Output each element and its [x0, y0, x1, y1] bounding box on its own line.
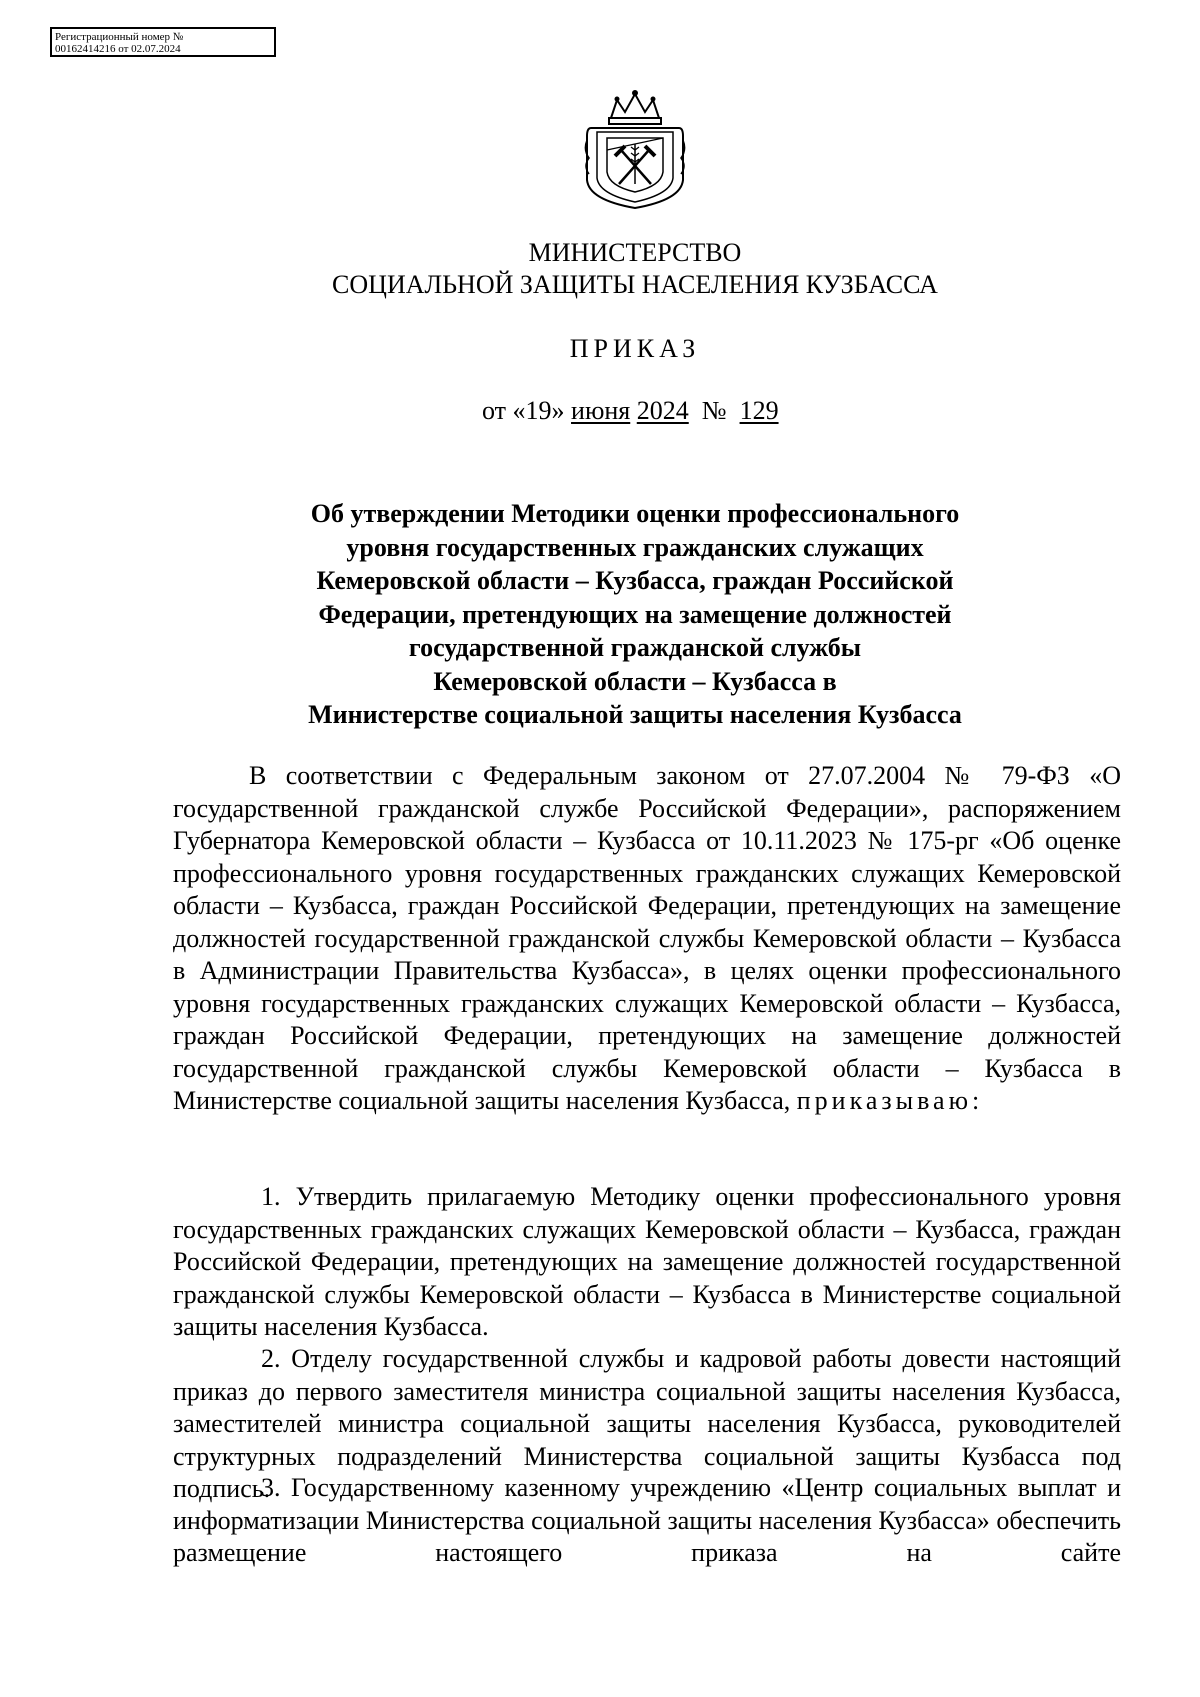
title-line: уровня государственных гражданских служащих — [346, 532, 924, 562]
preamble-paragraph — [173, 760, 1121, 1118]
title-line: государственной гражданской службы — [408, 633, 862, 662]
title-line: Федерации, претендующих на замещение должностей — [318, 599, 952, 629]
order-number-sign: № — [701, 396, 727, 425]
item-3-paragraph — [173, 1472, 1121, 1570]
registration-line-1: Регистрационный номер № — [55, 31, 184, 43]
ministry-name-line-2: СОЦИАЛЬНОЙ ЗАЩИТЫ НАСЕЛЕНИЯ КУЗБАССА — [332, 270, 938, 299]
order-number: 129 — [739, 396, 779, 425]
order-date-line — [482, 396, 779, 426]
order-date-year: 2024 — [636, 396, 689, 425]
order-word: приказываю: — [796, 1086, 984, 1115]
order-date-prefix: от «19» — [482, 396, 565, 425]
item-1-text: 1. Утвердить прилагаемую Методику оценки профессионального уровня государственных гражданских служащих Кемеровской области – Кузбасса, граждан Российской Федерации, претендующих на замещение должностей государственной гражданской службы Кемеровской области – Кузбасса в Министерстве социальной защиты населения Кузбасса. — [173, 1182, 1121, 1341]
order-date-month: июня — [571, 396, 631, 425]
item-3-text: 3. Государственному казенному учреждению «Центр социальных выплат и информатизации Министерства социальной защиты населения Кузбасса» обеспечить размещение настоящего приказа на сайте — [173, 1473, 1121, 1567]
title-line: Кемеровской области – Кузбасса, граждан Российской — [316, 566, 954, 595]
document-title — [270, 497, 1000, 732]
item-2-text: 2. Отделу государственной службы и кадровой работы довести настоящий приказ до первого заместителя министра социальной защиты населения Кузбасса, заместителей министра социальной защиты населения Кузбасса, руководителей структурных подразделений Министерства социальной защиты Кузбасса под подпись. — [173, 1344, 1121, 1503]
item-1-paragraph — [173, 1181, 1121, 1344]
preamble-text: В соответствии с Федеральным законом от 27.07.2004 № 79-ФЗ «О государственной гражданской службе Российской Федерации», распоряжением Губернатора Кемеровской области – Кузбасса от 10.11.2023 № 175-рг «Об оценке профессионального уровня государственных гражданских служащих Кемеровской области – Кузбасса, граждан Российской Федерации, претендующих на замещение должностей государственной гражданской службы Кемеровской области – Кузбасса в Администрации Правительства Кузбасса», в целях оценки профессионального уровня государственных гражданских служащих Кемеровской области – Кузбасса, граждан Российской Федерации, претендующих на замещение должностей государственной гражданской службы Кемеровской области – Кузбасса в Министерстве социальной защиты населения Кузбасса, — [173, 761, 1121, 1115]
ministry-name-line-1: МИНИСТЕРСТВО — [528, 238, 742, 267]
title-line: Кемеровской области – Кузбасса в — [433, 666, 837, 696]
title-line: Об утверждении Методики оценки профессионального — [310, 499, 960, 528]
registration-line-2: 00162414216 от 02.07.2024 — [55, 43, 181, 55]
kuzbass-coat-of-arms-icon — [583, 88, 687, 210]
document-type: ПРИКАЗ — [569, 334, 701, 363]
registration-stamp — [50, 27, 276, 57]
title-line: Министерстве социальной защиты населения Кузбасса — [308, 700, 962, 729]
